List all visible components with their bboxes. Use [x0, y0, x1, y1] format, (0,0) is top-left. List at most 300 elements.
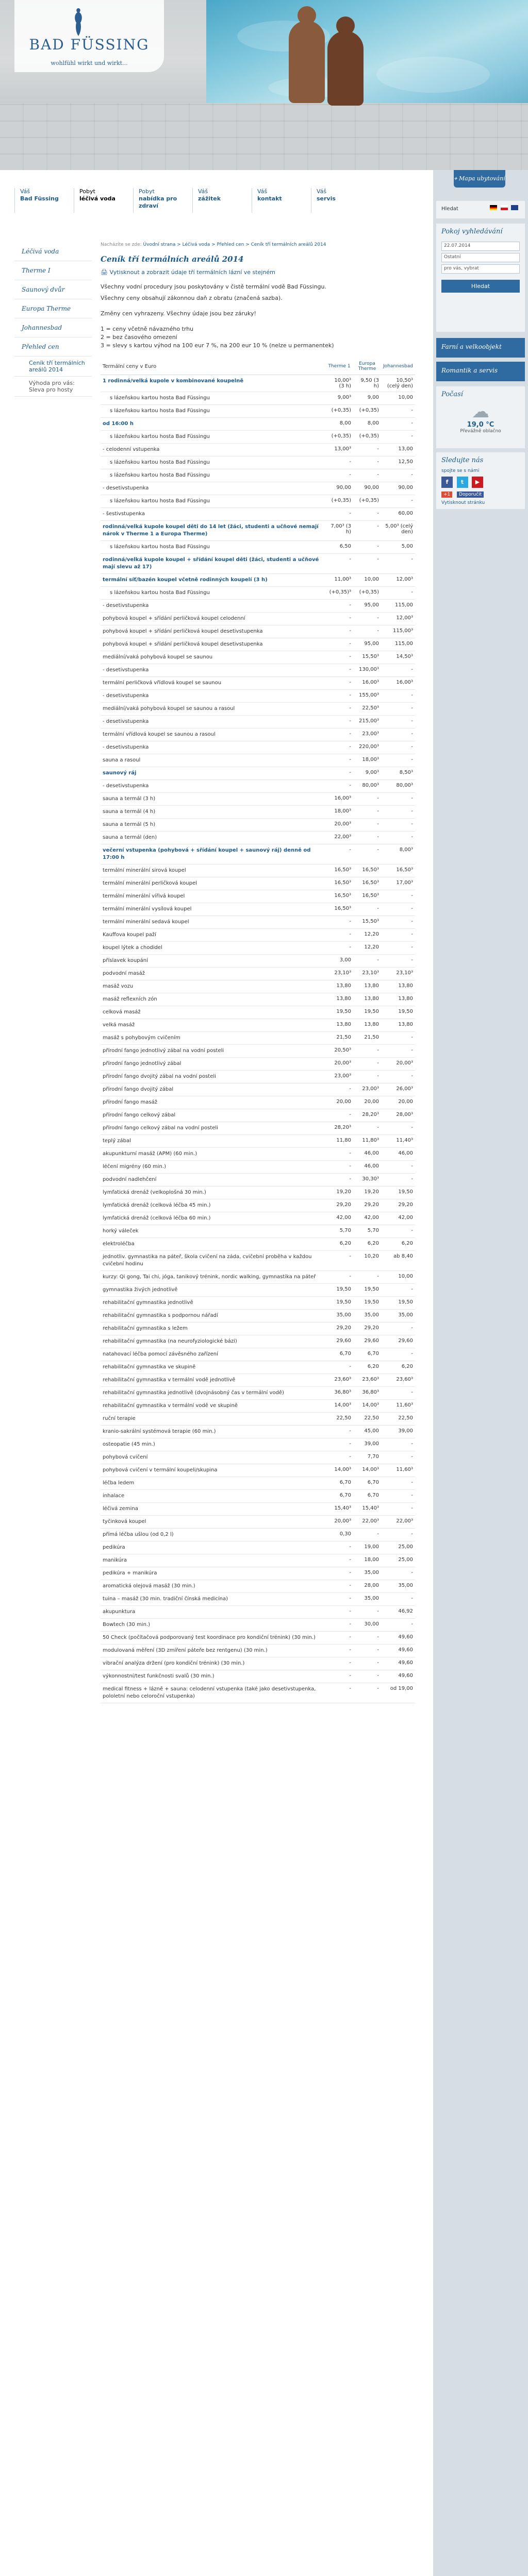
table-row	[101, 1251, 415, 1271]
price-cell: 46,00	[353, 1148, 381, 1161]
price-cell: 28,20³	[353, 1109, 381, 1122]
table-row	[101, 1109, 415, 1122]
intro-text: Změny cen vyhrazeny. Všechny údaje jsou bez záruky!	[101, 310, 256, 317]
service-name: přírodní fango celkový zábal na vodní posteli	[101, 1122, 325, 1135]
share-button[interactable]: Doporučit	[457, 492, 484, 498]
nav-line2: zážitek	[198, 195, 221, 202]
price-cell: 14,00³	[325, 1464, 353, 1477]
print-bar[interactable]	[101, 269, 415, 276]
price-cell: 5,70	[325, 1225, 353, 1238]
price-cell: 13,80	[353, 1019, 381, 1032]
service-name: termální minerální sirová koupel	[101, 865, 325, 877]
nav-line2: servis	[317, 195, 336, 202]
price-cell: -	[325, 508, 353, 521]
price-cell: -	[381, 495, 415, 508]
service-name: koupel lýtek a chodidel	[101, 942, 325, 955]
price-cell: -	[325, 929, 353, 942]
table-row	[101, 1400, 415, 1413]
service-name: - desetivstupenka	[101, 780, 325, 793]
service-name: rehabilitační gymnastika jednotlivě (dvojnásobný čas v termální vodě)	[101, 1387, 325, 1400]
price-cell: 12,20	[353, 929, 381, 942]
price-cell: 80,00³	[353, 780, 381, 793]
table-row	[101, 541, 415, 554]
service-name: rehabilitační gymnastika s ležem	[101, 1323, 325, 1335]
price-cell: 23,00³	[325, 1071, 353, 1083]
table-row	[101, 1161, 415, 1174]
price-cell: 13,80	[353, 980, 381, 993]
table-row	[101, 929, 415, 942]
price-cell: 18,00³	[353, 754, 381, 767]
column-header-johannesbad: Johannesbad	[381, 358, 415, 375]
nav-item-health-offers[interactable]	[133, 188, 185, 213]
price-cell: -	[353, 1071, 381, 1083]
table-row	[101, 405, 415, 418]
price-cell: -	[325, 1271, 353, 1284]
table-row	[101, 1071, 415, 1083]
price-cell: 13,80	[353, 993, 381, 1006]
table-row	[101, 767, 415, 780]
price-cell: -	[353, 456, 381, 469]
price-cell: 220,00³	[353, 741, 381, 754]
price-cell: 49,60	[381, 1632, 415, 1645]
table-row	[101, 1606, 415, 1619]
price-cell: 49,60	[381, 1657, 415, 1670]
sidebar-item-healing-water[interactable]: Léčivá voda	[14, 242, 92, 261]
service-name: jednotliv. gymnastika na páteř, škola cvičení na záda, cvičební proběha v každou cvičební hodinu	[101, 1251, 325, 1271]
service-name: saunový ráj	[101, 767, 325, 780]
price-cell: -	[325, 1683, 353, 1703]
price-cell: -	[381, 690, 415, 703]
table-row	[101, 613, 415, 625]
price-cell: 16,50³	[353, 890, 381, 903]
price-cell: (+0,35)	[353, 405, 381, 418]
price-cell: 95,00	[353, 638, 381, 651]
price-cell: 6,70	[325, 1348, 353, 1361]
nav-item-service[interactable]	[311, 188, 362, 213]
price-cell: 6,70	[325, 1490, 353, 1503]
price-cell: 21,50	[325, 1032, 353, 1045]
price-cell: -	[353, 1683, 381, 1703]
price-cell: -	[325, 741, 353, 754]
table-row	[101, 554, 415, 574]
weather-temp: 19,0 °C	[467, 421, 494, 429]
price-cell: -	[325, 728, 353, 741]
price-cell: 16,50³	[325, 890, 353, 903]
service-name: kurzy: Qi gong, Tai chi, jóga, tanikový trénink, nordic walking, gymnastika na páteř	[101, 1271, 325, 1284]
price-cell: -	[381, 1567, 415, 1580]
price-cell: -	[381, 469, 415, 482]
service-name: - desetivstupenka	[101, 600, 325, 613]
price-cell: 19,50	[325, 1006, 353, 1019]
price-cell: 39,00	[381, 1426, 415, 1438]
service-name: léčba ledem	[101, 1477, 325, 1490]
facebook-icon[interactable]: f	[441, 477, 453, 488]
service-name: ruční terapie	[101, 1413, 325, 1426]
service-name: rehabilitační gymnastika ve skupině	[101, 1361, 325, 1374]
price-cell: -	[353, 903, 381, 916]
service-name: s lázeňskou kartou hosta Bad Füssingu	[101, 431, 325, 444]
service-name: gymnastika živých jednotlivě	[101, 1284, 325, 1297]
table-row	[101, 1516, 415, 1529]
price-cell: -	[353, 1657, 381, 1670]
price-cell: -	[325, 767, 353, 780]
price-cell: 18,00³	[325, 806, 353, 819]
price-cell: 29,60	[353, 1335, 381, 1348]
price-cell: -	[381, 703, 415, 716]
price-cell: -	[381, 903, 415, 916]
price-cell: (+0,35)³	[325, 587, 353, 600]
price-cell: 6,20	[381, 1238, 415, 1251]
price-cell: 19,50	[325, 1284, 353, 1297]
price-cell: 10,00³ (3 h)	[325, 375, 353, 392]
price-cell: (+0,35)	[353, 495, 381, 508]
price-cell: 23,10³	[353, 968, 381, 980]
service-name: 50 Check (počítačová podporovaný test koordinace pro kondiční trénink) (30 min.)	[101, 1632, 325, 1645]
price-cell: -	[353, 1122, 381, 1135]
price-cell: 115,00	[381, 600, 415, 613]
nav-line2: léčivá voda	[79, 195, 116, 202]
service-name: s lázeňskou kartou hosta Bad Füssingu	[101, 456, 325, 469]
service-name: rodinná/velká kupole koupel + sřídání koupel děti (žáci, studenti a učňové mají slevu až 17)	[101, 554, 325, 574]
price-cell: 0,30	[325, 1529, 353, 1541]
price-cell: -	[381, 1122, 415, 1135]
price-cell: 18,00	[353, 1554, 381, 1567]
price-cell: 9,00	[353, 392, 381, 405]
price-cell: -	[381, 1438, 415, 1451]
price-cell: 12,00³	[381, 613, 415, 625]
price-cell: -	[381, 806, 415, 819]
service-name: lymfatická drenáž (velkoplošná 30 min.)	[101, 1187, 325, 1199]
service-name: pohybová koupel + sřídání perličková koupel desetivstupenka	[101, 625, 325, 638]
service-name: pohybová koupel + sřídání perličková koupel celodenní	[101, 613, 325, 625]
service-name: výkonnostní/test funkčnosti svalů (30 min.)	[101, 1670, 325, 1683]
service-name: mediální/vaká pohybová koupel se saunou	[101, 651, 325, 664]
service-name: přírodní fango jednotlivý zábal na vodní posteli	[101, 1045, 325, 1058]
table-row	[101, 993, 415, 1006]
table-row	[101, 1683, 415, 1703]
price-cell: -	[325, 1174, 353, 1187]
price-cell: 19,50	[353, 1006, 381, 1019]
youtube-icon[interactable]: ▶	[472, 477, 483, 488]
price-cell: -	[325, 1657, 353, 1670]
price-cell: -	[381, 1284, 415, 1297]
service-name: pohybová cvičení v termální koupeli/skupina	[101, 1464, 325, 1477]
price-cell: 15,50³	[353, 651, 381, 664]
table-row	[101, 1426, 415, 1438]
partners-button[interactable]: Farní a velkoobjekt	[436, 338, 525, 358]
service-name: - desetivstupenka	[101, 664, 325, 677]
google-plus-button[interactable]: +1	[441, 492, 452, 498]
price-cell: -	[381, 793, 415, 806]
header-banner	[0, 0, 528, 170]
offers-button[interactable]: Romantik a servis	[436, 362, 525, 381]
nav-line2: kontakt	[257, 195, 282, 202]
nav-item-experience[interactable]	[192, 188, 244, 213]
service-name: termální perličková vřídlová koupel se saunou	[101, 677, 325, 690]
price-cell: -	[325, 1670, 353, 1683]
service-name: pohybová koupel + sřídání perličková koupel desetivstupenka	[101, 638, 325, 651]
price-cell: -	[325, 651, 353, 664]
price-rows	[101, 375, 415, 1703]
price-cell: -	[325, 638, 353, 651]
price-cell: -	[381, 431, 415, 444]
price-cell: -	[325, 703, 353, 716]
logo-name: BAD FÜSSING	[29, 36, 150, 53]
service-name: tuina – masáž (30 min. tradiční čínská medicína)	[101, 1593, 325, 1606]
price-cell: -	[353, 541, 381, 554]
price-cell: 11,80³	[353, 1135, 381, 1148]
price-cell: -	[353, 444, 381, 456]
table-row	[101, 625, 415, 638]
guest-select[interactable]: pro vás, vybrat	[441, 264, 520, 274]
service-name: pedikúra + manikúra	[101, 1567, 325, 1580]
price-cell: 46,00	[353, 1161, 381, 1174]
price-cell: -	[353, 1606, 381, 1619]
table-row	[101, 1438, 415, 1451]
table-row	[101, 1297, 415, 1310]
price-cell: 29,60	[325, 1335, 353, 1348]
service-name: manikúra	[101, 1554, 325, 1567]
table-row	[101, 1490, 415, 1503]
nav-item-healing-water[interactable]	[74, 188, 125, 213]
price-cell: 35,00	[325, 1310, 353, 1323]
table-row	[101, 1310, 415, 1323]
table-row	[101, 1374, 415, 1387]
price-cell: 12,20	[353, 942, 381, 955]
price-cell: -	[381, 832, 415, 844]
site-logo[interactable]	[14, 0, 164, 72]
table-row	[101, 728, 415, 741]
language-box	[436, 201, 525, 218]
service-name: od 16:00 h	[101, 418, 325, 431]
price-cell: -	[353, 1529, 381, 1541]
table-row	[101, 1348, 415, 1361]
service-name: akupunkturní masáž (APM) (60 min.)	[101, 1148, 325, 1161]
table-row	[101, 600, 415, 613]
sidebar-item-therme-1[interactable]: Therme I	[14, 261, 92, 280]
price-cell: 10,00	[353, 574, 381, 587]
price-cell: -	[353, 1645, 381, 1657]
price-cell: 95,00	[353, 600, 381, 613]
table-row	[101, 574, 415, 587]
price-cell: -	[325, 625, 353, 638]
price-cell: 13,80	[381, 1019, 415, 1032]
service-name: Kauffova koupel paží	[101, 929, 325, 942]
price-cell: -	[353, 521, 381, 541]
table-row	[101, 1593, 415, 1606]
flag-cz-icon[interactable]	[501, 205, 508, 210]
sidebar-item-europa-therme[interactable]: Europa Therme	[14, 299, 92, 318]
price-cell: -	[381, 942, 415, 955]
sidebar-item-sauna-court[interactable]: Saunový dvůr	[14, 280, 92, 299]
service-name: modulovaná měření (3D zmíření páteře bez rentgenu) (30 min.)	[101, 1645, 325, 1657]
sidebar-item-johannesbad[interactable]: Johannesbad	[14, 318, 92, 337]
service-name: kranio-sakrální systémová terapie (60 min.)	[101, 1426, 325, 1438]
search-button[interactable]: Hledat	[441, 280, 520, 293]
price-cell: -	[325, 1541, 353, 1554]
column-header-therme1: Therme 1	[325, 358, 353, 375]
price-cell: -	[325, 916, 353, 929]
table-row	[101, 1238, 415, 1251]
price-cell: -	[353, 819, 381, 832]
column-header-europa: Europa Therme	[353, 358, 381, 375]
nav-item-your-bad-fussing[interactable]	[14, 188, 66, 213]
price-cell: -	[325, 1451, 353, 1464]
twitter-icon[interactable]: t	[457, 477, 468, 488]
price-cell: 23,60³	[353, 1374, 381, 1387]
table-row	[101, 1006, 415, 1019]
service-name: masáž s pohybovým cvičením	[101, 1032, 325, 1045]
main-content	[101, 242, 415, 1703]
price-cell: -	[353, 508, 381, 521]
table-row	[101, 1619, 415, 1632]
main-nav	[14, 178, 427, 224]
table-row	[101, 1632, 415, 1645]
price-cell: 130,00³	[353, 664, 381, 677]
price-cell: -	[325, 690, 353, 703]
price-cell: -	[381, 728, 415, 741]
price-cell: 90,00	[353, 482, 381, 495]
arrival-date-field[interactable]: 22.07.2014	[441, 242, 520, 251]
price-cell: 20,00³	[381, 1058, 415, 1071]
price-cell: 9,00³	[325, 392, 353, 405]
price-cell: -	[353, 1632, 381, 1645]
table-row	[101, 890, 415, 903]
table-row	[101, 1670, 415, 1683]
price-cell: -	[325, 1567, 353, 1580]
map-pin-icon: ⌖	[454, 175, 457, 182]
service-name: termální minerální perličková koupel	[101, 877, 325, 890]
price-cell: -	[353, 844, 381, 865]
breadcrumb-prefix: Nacházíte se zde:	[101, 242, 142, 247]
price-cell: 10,00	[381, 1271, 415, 1284]
price-cell: -	[353, 955, 381, 968]
table-row	[101, 844, 415, 865]
price-cell: 16,00³	[353, 677, 381, 690]
price-cell: 215,00³	[353, 716, 381, 728]
breadcrumb-trail[interactable]: Úvodní strana > Léčivá voda > Přehled cen > Ceník tří termálních areálů 2014	[143, 242, 326, 247]
price-cell: ab 8,40	[381, 1251, 415, 1271]
price-cell: 39,00	[353, 1438, 381, 1451]
sidebar-subitem-guest-discount[interactable]: Výhoda pro vás: Sleva pro hosty	[14, 377, 92, 397]
table-row	[101, 375, 415, 392]
price-cell: 16,50³	[353, 865, 381, 877]
price-cell: 8,00³	[381, 844, 415, 865]
room-search-title: Pokoj vyhledávání	[441, 228, 503, 235]
intro-text: Všechny vodní procedury jsou poskytovány v čistě termální vodě Bad Füssingu.	[101, 283, 327, 290]
price-cell: 23,60³	[325, 1374, 353, 1387]
table-row	[101, 1058, 415, 1071]
nav-item-contact[interactable]	[252, 188, 303, 213]
price-cell: -	[381, 890, 415, 903]
price-cell: 22,00³	[353, 1516, 381, 1529]
price-cell: 60,00	[381, 508, 415, 521]
flag-en-icon[interactable]	[511, 205, 518, 210]
service-name: s lázeňskou kartou hosta Bad Füssingu	[101, 587, 325, 600]
price-cell: 19,50	[325, 1297, 353, 1310]
service-name: sauna a termál (3 h)	[101, 793, 325, 806]
print-page-link[interactable]: Vytisknout stránku	[441, 500, 485, 505]
price-cell: 23,10³	[325, 968, 353, 980]
price-cell: -	[381, 418, 415, 431]
table-row	[101, 418, 415, 431]
service-name: osteopatie (45 min.)	[101, 1438, 325, 1451]
table-row	[101, 1148, 415, 1161]
social-subtitle: spojte se s námi	[441, 468, 480, 473]
left-sidebar	[14, 242, 92, 397]
price-cell: 11,00³	[325, 574, 353, 587]
price-cell: 45,00	[353, 1426, 381, 1438]
table-row	[101, 1019, 415, 1032]
price-cell: 19,20	[353, 1187, 381, 1199]
nav-line1: Váš	[20, 188, 30, 195]
price-cell: 20,50³	[325, 1045, 353, 1058]
service-name: přírodní fango celkový zábal	[101, 1109, 325, 1122]
price-cell: -	[353, 1045, 381, 1058]
print-icon[interactable]: 🖨	[101, 269, 108, 276]
price-cell: 155,00³	[353, 690, 381, 703]
price-cell: -	[381, 1387, 415, 1400]
flag-de-icon[interactable]	[490, 205, 497, 210]
price-cell: -	[381, 1490, 415, 1503]
service-name: - desetivstupenka	[101, 741, 325, 754]
price-cell: 29,20	[325, 1323, 353, 1335]
price-cell: 15,50³	[353, 916, 381, 929]
service-name: přírodní fango dvojitý zábal	[101, 1083, 325, 1096]
price-cell: 36,80³	[353, 1387, 381, 1400]
price-cell: 15,40³	[353, 1503, 381, 1516]
table-row	[101, 703, 415, 716]
price-cell: -	[381, 587, 415, 600]
service-name: termální minerální vířivá koupel	[101, 890, 325, 903]
price-cell: 12,00³	[381, 574, 415, 587]
sidebar-item-price-overview[interactable]: Přehled cen	[14, 337, 92, 357]
sidebar-subitem-price-list[interactable]: Ceník tří termálních areálů 2014	[14, 357, 92, 377]
price-cell: -	[381, 716, 415, 728]
table-row	[101, 1451, 415, 1464]
table-header-row	[101, 358, 415, 375]
service-name: elektroléčba	[101, 1238, 325, 1251]
table-row	[101, 1199, 415, 1212]
price-cell: 115,00	[381, 638, 415, 651]
price-cell: 19,50	[381, 1006, 415, 1019]
service-name: vibrační analýza držení (pro kondiční trénink) (30 min.)	[101, 1657, 325, 1670]
price-cell: 46,00	[381, 1148, 415, 1161]
price-cell: 29,20	[353, 1323, 381, 1335]
table-row	[101, 1323, 415, 1335]
accommodation-map-badge[interactable]	[454, 170, 505, 188]
service-name: sauna a termál (den)	[101, 832, 325, 844]
service-name: natahovací léčba pomocí závěsného zařízení	[101, 1348, 325, 1361]
price-cell: -	[353, 832, 381, 844]
service-name: s lázeňskou kartou hosta Bad Füssingu	[101, 469, 325, 482]
price-cell: 90,00	[381, 482, 415, 495]
price-cell: 80,00³	[381, 780, 415, 793]
logo-figure-icon	[71, 6, 86, 37]
price-cell: -	[381, 1032, 415, 1045]
price-cell: 17,00³	[381, 877, 415, 890]
logo-tagline: wohlfühl wirkt und wirkt...	[51, 60, 128, 66]
departure-field[interactable]: Ostatní	[441, 253, 520, 262]
price-cell: -	[325, 942, 353, 955]
service-name: přírodní fango jednotlivý zábal	[101, 1058, 325, 1071]
nav-line1: Pobyt	[139, 188, 155, 195]
table-row	[101, 832, 415, 844]
price-cell: 6,50	[325, 541, 353, 554]
service-name: termální minerální vysílová koupel	[101, 903, 325, 916]
table-row	[101, 1541, 415, 1554]
table-row	[101, 1096, 415, 1109]
